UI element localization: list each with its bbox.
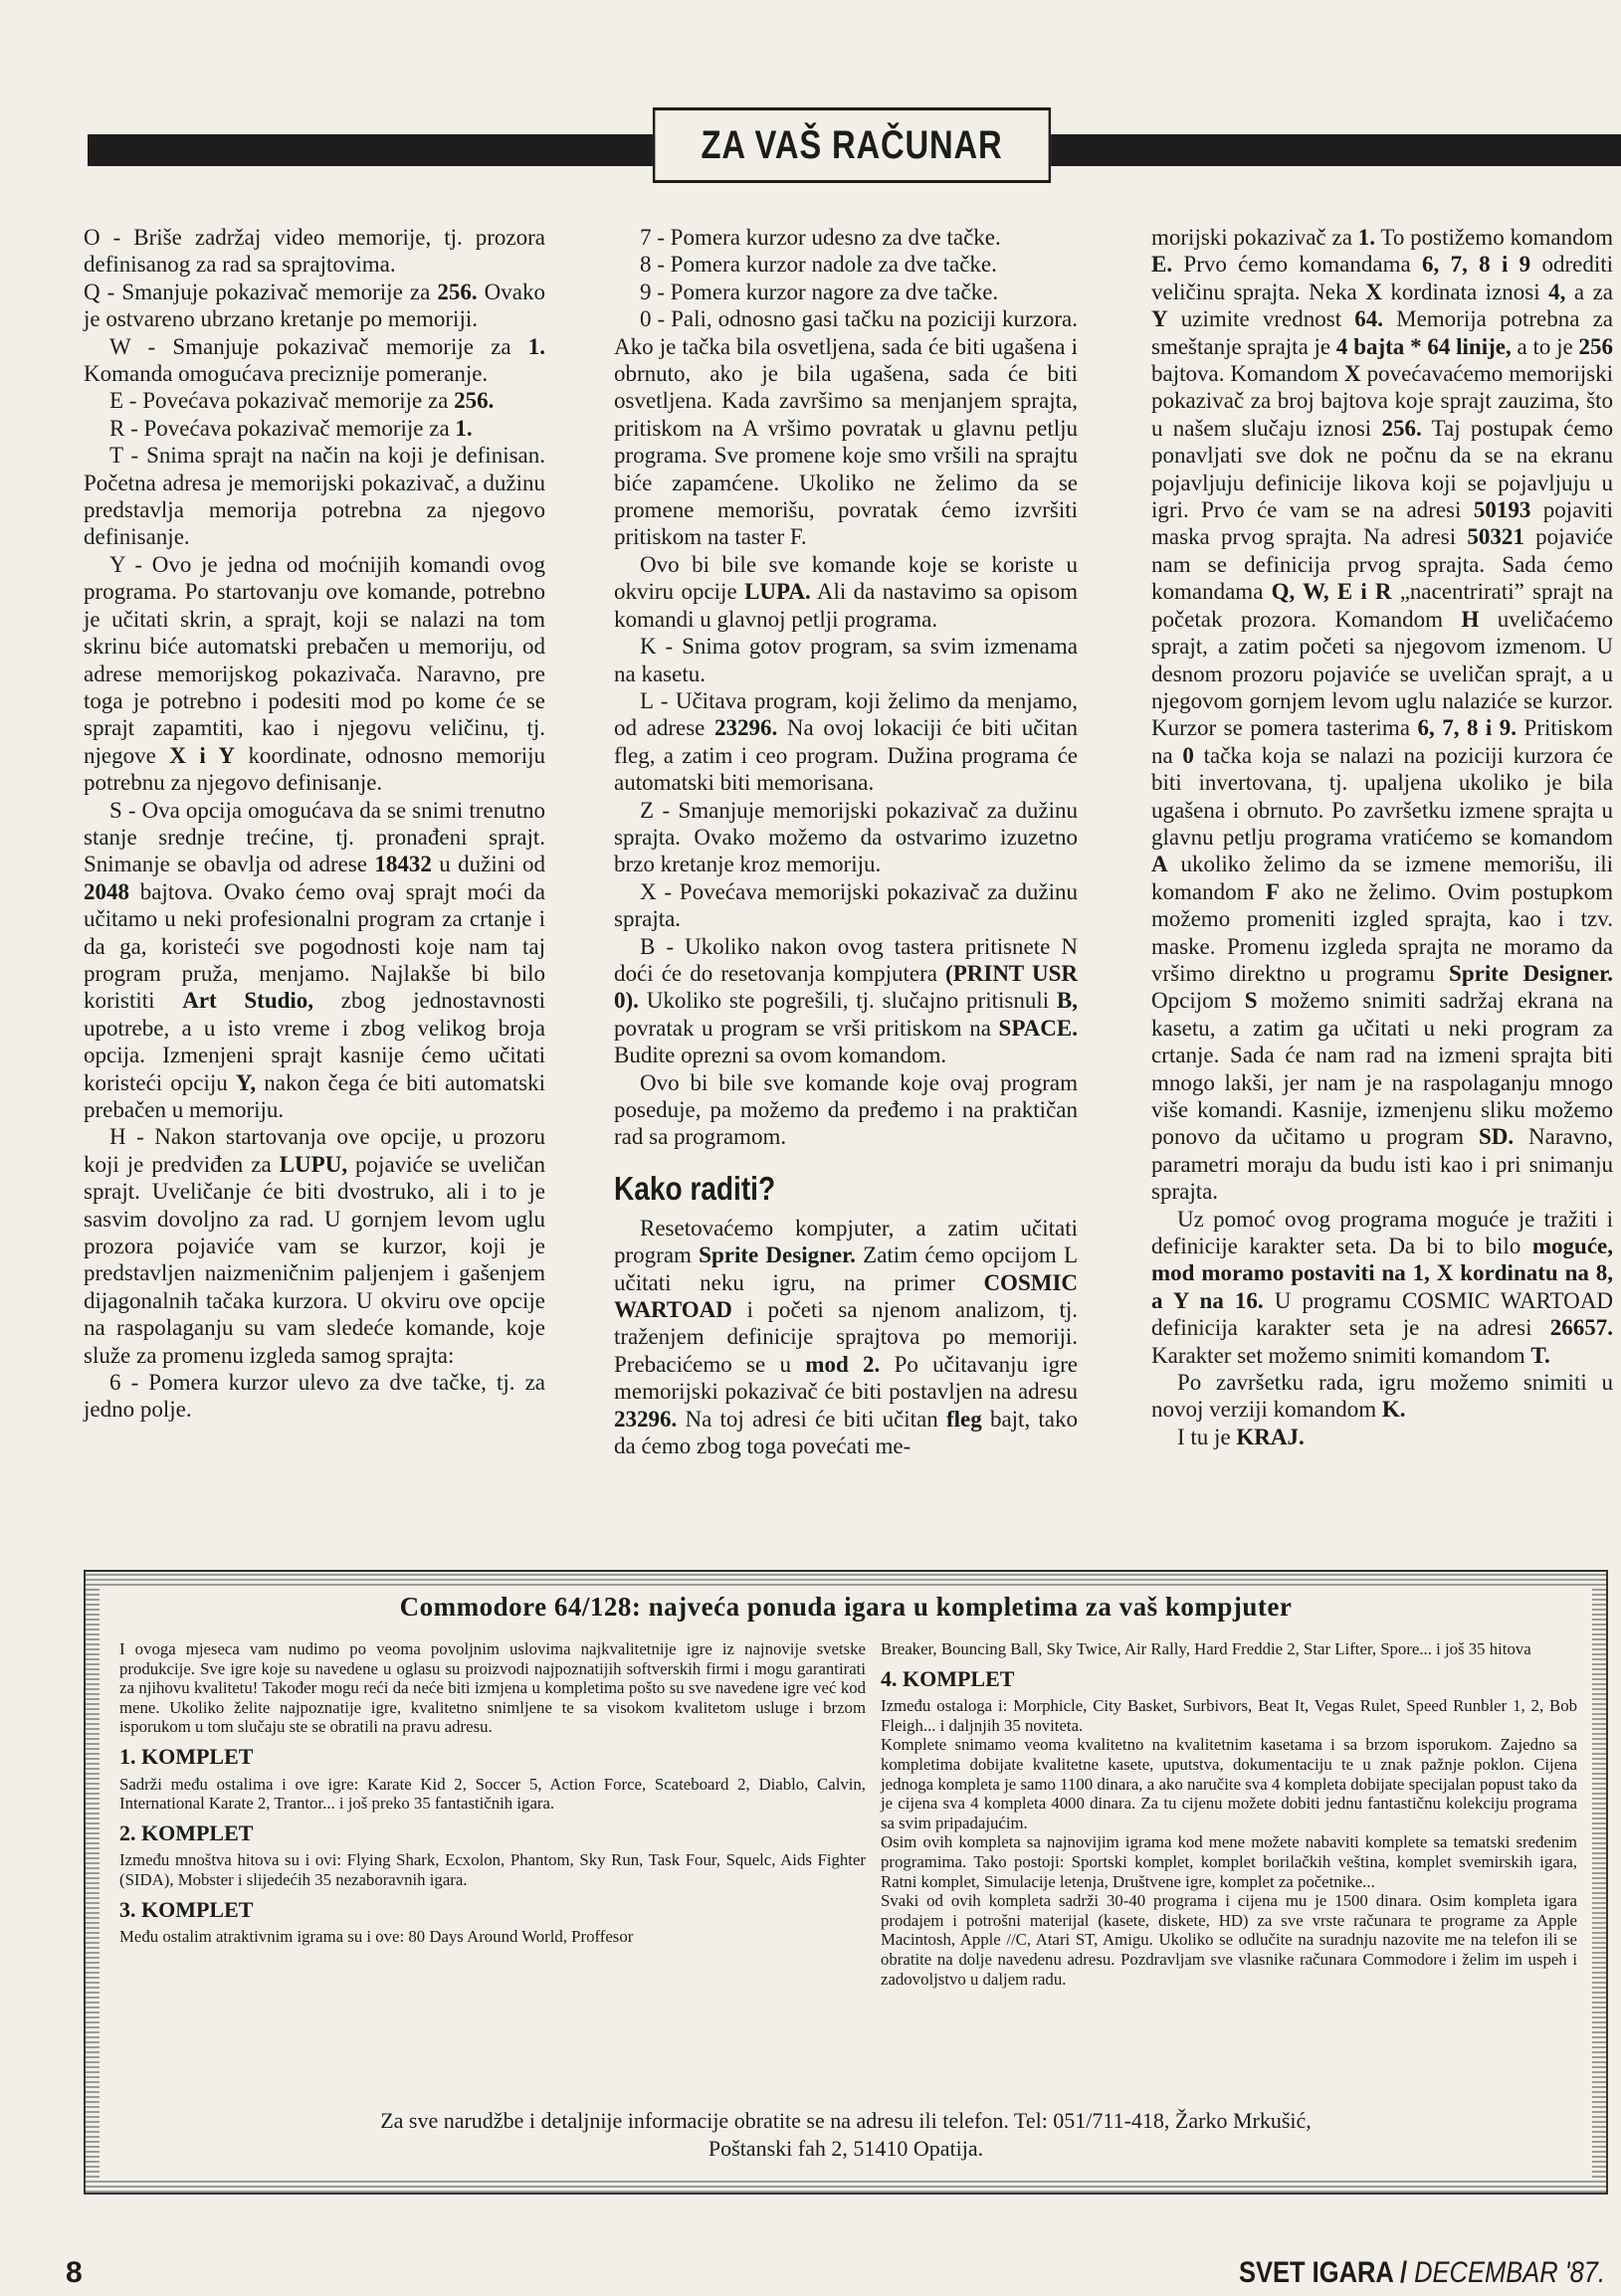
paragraph: O - Briše zadržaj video memorije, tj. prozora definisanog za rad sa sprajtovima.	[84, 225, 545, 278]
paragraph: 6 - Pomera kurzor ulevo za dve tačke, tj. za jedno polje.	[84, 1370, 545, 1423]
ad-paragraph: Svaki od ovih kompleta sadrži 30-40 programa i cijena mu je 1500 dinara. Osim kompleta igara prodajem i potrošni materijal (kasete, diskete, HD) za sve vrste računara te programe za Apple Macintosh, Apple //C, Atari ST, Amigu. Ukoliko se odlučite na suradnju nazovite me na telefon ili se obratite na dolje navedenu adresu. Pozdravljam sve vlasnike računara Commodore i želim im uspeh i zadovoljstvo u daljem radu.	[881, 1891, 1577, 1989]
paragraph: 9 - Pomera kurzor nagore za dve tačke.	[640, 279, 999, 304]
paragraph: L - Učitava program, koji želimo da menjamo, od adrese 23296. Na ovoj lokaciji će biti učitan fleg, a zatim i ceo program. Dužina programa će automatski biti memorisana.	[614, 687, 1078, 796]
subheading: Kako raditi?	[614, 1169, 776, 1207]
advertisement-box	[84, 1570, 1608, 2195]
paragraph: 8 - Pomera kurzor nadole za dve tačke.	[640, 252, 997, 278]
paragraph: X - Povećava memorijski pokazivač za dužinu sprajta.	[614, 878, 1078, 932]
page-number: 8	[66, 2256, 83, 2289]
paragraph: T - Snima sprajt na način na koji je definisan. Početna adresa je memorijski pokazivač, a dužinu predstavlja memorija potrebna za njegovo definisanje.	[84, 443, 545, 550]
ad-paragraph: Između mnoštva hitova su i ovi: Flying Shark, Ecxolon, Phantom, Sky Run, Task Four, Squelc, Aids Fighter (SIDA), Mobster i slijedećih 35 nezaboravnih igara.	[119, 1850, 866, 1889]
paragraph: Ovo bi bile sve komande koje se koriste u okviru opcije LUPA. Ali da nastavimo sa opisom komandi u glavnoj petlji programa.	[614, 551, 1078, 632]
paragraph: Z - Smanjuje memorijski pokazivač za dužinu sprajta. Ovako možemo da ostvarimo izuzetno brzo kretanje kroz memoriju.	[614, 797, 1078, 877]
ad-paragraph: Sadrži među ostalima i ove igre: Karate Kid 2, Soccer 5, Action Force, Scateboard 2, Diablo, Calvin, International Karate 2, Trantor... i još preko 35 fantastičnih igara.	[119, 1774, 866, 1814]
paragraph: morijski pokazivač za 1. To postižemo komandom E. Prvo ćemo komandama 6, 7, 8 i 9 odrediti veličinu sprajta. Neka X kordinata iznosi 4, a za Y uzimite vrednost 64. Memorija potrebna za smeštanje sprajta je 4 bajta * 64 linije, a to je 256 bajtova. Komandom X povećavaćemo memorijski pokazivač za broj bajtova koje sprajt zauzima, što u našem slučaju iznosi 256. Taj postupak ćemo ponavljati sve dok ne počnu da se na ekranu pojavljuju definicije likova koji se pojavljuju u igri. Prvo će vam se na adresi 50193 pojaviti maska prvog sprajta. Na adresi 50321 pojaviće nam se definicija prvog sprajta. Sada ćemo komandama Q, W, E i R „nacentrirati” sprajt na početak prozora. Komandom H uveličaćemo sprajt, a zatim početi sa njegovom izmenom. U desnom prozoru pojaviće se uveličan sprajt, a u njegovom gornjem levom uglu nalaziće se kurzor. Kurzor se pomera tasterima 6, 7, 8 i 9. Pritiskom na 0 tačka koja se nalazi na poziciji kurzora će biti invertovana, tj. upaljena ukoliko je bila ugašena i obrnuto. Po završetku izmene sprajta u glavnu petlju programa vratićemo se komandom A ukoliko želimo da se izmene memorišu, ili komandom F ako ne želimo. Ovim postupkom možemo promeniti izgled sprajta, kao i tzv. maske. Promenu izgleda sprajta ne moramo da vršimo direktno u programu Sprite Designer. Opcijom S možemo snimiti sadržaj ekrana na kasetu, a zatim ga učitati u neki program za crtanje. Sada će nam rad na izmeni sprajta biti mnogo lakši, jer nam je na raspolaganju mnogo više komandi. Kasnije, izmenjenu sliku možemo ponovo da učitamo u program SD. Naravno, parametri moraju da budu isti kao i pri snimanju sprajta.	[1151, 225, 1614, 1205]
article-column-1	[84, 224, 545, 1424]
section-title: ZA VAŠ RAČUNAR	[653, 107, 1051, 183]
ad-contact-line: Za sve narudžbe i detaljnije informacije obratite se na adresu ili telefon. Tel: 051/711-418, Žarko Mrkušić,	[380, 2108, 1312, 2133]
ad-heading: 3. KOMPLET	[119, 1896, 254, 1922]
paragraph: Resetovaćemo kompjuter, a zatim učitati program Sprite Designer. Zatim ćemo opcijom L učitati neku igru, na primer COSMIC WARTOAD i početi sa njenom analizom, tj. traženjem definicije sprajtova po memoriji. Prebacićemo se u mod 2. Po učitavanju igre memorijski pokazivač će biti postavljen na adresu 23296. Na toj adresi će biti učitan fleg bajt, tako da ćemo zbog toga povećati me-	[614, 1215, 1078, 1459]
article-column-3	[1151, 224, 1613, 1450]
paragraph: W - Smanjuje pokazivač memorije za 1. Komanda omogućava preciznije pomeranje.	[84, 333, 545, 387]
paragraph: Uz pomoć ovog programa moguće je tražiti i definicije karakter seta. Da bi to bilo moguće, mod moramo postaviti na 1, X kordinatu na 8, a Y na 16. U programu COSMIC WARTOAD definicija karakter seta je na adresi 26657. Karakter set možemo snimiti komandom T.	[1151, 1206, 1613, 1368]
paragraph: H - Nakon startovanja ove opcije, u prozoru koji je predviđen za LUPU, pojaviće se uveličan sprajt. Uveličanje će biti dvostruko, ali i to je sasvim dovoljno za rad. U gornjem levom uglu prozora pojaviće vam se kurzor, koji je predstavljen naizmeničnim paljenjem i gašenjem dijagonalnih tačaka kurzora. U okviru ove opcije na raspolaganju su vam sledeće komande, koje služe za promenu izgleda samog sprajta:	[84, 1124, 545, 1368]
ad-contact	[100, 2107, 1592, 2163]
paragraph: Po završetku rada, igru možemo snimiti u novoj verziji komandom K.	[1151, 1370, 1613, 1423]
paragraph: E - Povećava pokazivač memorije za 256.	[109, 388, 495, 414]
ad-intro: I ovoga mjeseca vam nudimo po veoma povoljnim uslovima najkvalitetnije igre iz najnovije svetske produkcije. Sve igre koje su navedene u oglasu su proizvodi najpoznatijih softverskih firmi i mogu garantirati za njihovu kvalitetu! Također mogu reći da neće biti izmjena u kompletima pošto su sve navedene igre već kod mene. Ukoliko želite najpoznatije igre, kvalitetno snimljene te sa visokom kvalitetom usluge i brzom isporukom u tom slučaju ste se obratili na pravu adresu.	[119, 1639, 866, 1737]
ad-paragraph: Među ostalim atraktivnim igrama su i ove: 80 Days Around World, Proffesor	[119, 1927, 634, 1947]
paragraph: K - Snima gotov program, sa svim izmenama na kasetu.	[614, 634, 1078, 686]
article-column-2	[614, 224, 1078, 1459]
ad-title: Commodore 64/128: najveća ponuda igara u kompletima za vaš kompjuter	[399, 1592, 1293, 1622]
paragraph: 0 - Pali, odnosno gasi tačku na poziciji kurzora. Ako je tačka bila osvetljena, sada će biti ugašena i obrnuto, ako je bila ugašena, sada će biti osvetljena. Kada završimo sa menjanjem sprajta, pritiskom na A vršimo povratak u glavnu petlju programa. Sve promene koje smo vršili na sprajtu biće zapamćene. Ukoliko ne želimo da se promene memorišu, povratak ćemo izvršiti pritiskom na taster F.	[614, 306, 1078, 550]
paragraph: Y - Ovo je jedna od moćnijih komandi ovog programa. Po startovanju ove komande, potrebno je učitati skrin, a sprajt, koji se nalazi na tom skrinu biće automatski prebačen u memoriju, od adrese memorijskog pokazivača. Naravno, pre toga je potrebno i podesiti mod po kome će se sprajt zapamtiti, kao i njegovu veličinu, tj. njegove X i Y koordinate, odnosno memoriju potrebnu za njegovo definisanje.	[84, 551, 545, 796]
ad-column-left	[119, 1639, 866, 1947]
paragraph: B - Ukoliko nakon ovog tastera pritisnete N doći će do resetovanja kompjutera (PRINT USR 0). Ukoliko ste pogrešili, tj. slučajno pritisnuli B, povratak u program se vrši pritiskom na SPACE. Budite oprezni sa ovom komandom.	[614, 933, 1078, 1068]
ad-contact-line: Poštanski fah 2, 51410 Opatija.	[708, 2136, 984, 2161]
ad-paragraph: Osim ovih kompleta sa najnovijim igrama kod mene možete nabaviti komplete sa tematski sređenim programima. Tako postoji: Sportski komplet, komplet borilačkih veština, komplet svemirskih igara, Ratni komplet, Simulacije letenja, Društvene igre, komplet za početnike...	[881, 1832, 1577, 1891]
paragraph: R - Povećava pokazivač memorije za 1.	[109, 415, 473, 441]
paragraph: Ovo bi bile sve komande koje ovaj program poseduje, pa možemo da pređemo i na praktičan rad sa programom.	[614, 1069, 1078, 1150]
ad-paragraph: Breaker, Bouncing Ball, Sky Twice, Air Rally, Hard Freddie 2, Star Lifter, Spore... i još 35 hitova	[881, 1639, 1531, 1658]
ad-heading: 4. KOMPLET	[881, 1665, 1015, 1691]
magazine-name: SVET IGARA /	[1238, 2256, 1415, 2289]
ad-heading: 1. KOMPLET	[119, 1743, 254, 1769]
magazine-masthead	[1239, 2256, 1605, 2290]
paragraph: S - Ova opcija omogućava da se snimi trenutno stanje srednje trećine, tj. pronađeni sprajt. Snimanje se obavlja od adrese 18432 u dužini od 2048 bajtova. Ovako ćemo ovaj sprajt moći da učitamo u neki profesionalni program za crtanje i da ga, koristeći sve pogodnosti koje nam taj program pruža, menjamo. Najlakše bi bilo koristiti Art Studio, zbog jednostavnosti upotrebe, a u isto vreme i zbog velikog broja opcija. Izmenjeni sprajt kasnije ćemo učitati koristeći opciju Y, nakon čega će biti automatski prebačen u memoriju.	[84, 797, 545, 1122]
issue-date: DECEMBAR '87.	[1414, 2256, 1605, 2289]
paragraph: Q - Smanjuje pokazivač memorije za 256. Ovako je ostvareno ubrzano kretanje po memoriji.	[84, 279, 545, 332]
advertisement-inner	[100, 1586, 1592, 2179]
ad-column-right	[881, 1639, 1577, 1989]
ad-heading: 2. KOMPLET	[119, 1819, 254, 1845]
paragraph: I tu je KRAJ.	[1177, 1424, 1305, 1449]
ad-paragraph: Komplete snimamo veoma kvalitetno na kvalitetnim kasetama i sa brzom isporukom. Zajedno sa kompletima dobijate kvalitetne kasete, uputstva, dokumentaciju te u znak pažnje poklon. Cijena jednoga kompleta je samo 1100 dinara, a ako naručite sva 4 kompleta dobijate specijalan popust tako da je cijena sva 4 kompleta 4000 dinara. Za tu cijenu možete dobiti jednu fantastičnu kolekciju programa sa svim pripadajućim.	[881, 1735, 1577, 1832]
paragraph: 7 - Pomera kurzor udesno za dve tačke.	[640, 225, 1001, 250]
ad-paragraph: Između ostaloga i: Morphicle, City Basket, Surbivors, Beat It, Vegas Rulet, Speed Runbler 1, 2, Bob Fleigh... i daljnjih 35 noviteta.	[881, 1696, 1577, 1735]
